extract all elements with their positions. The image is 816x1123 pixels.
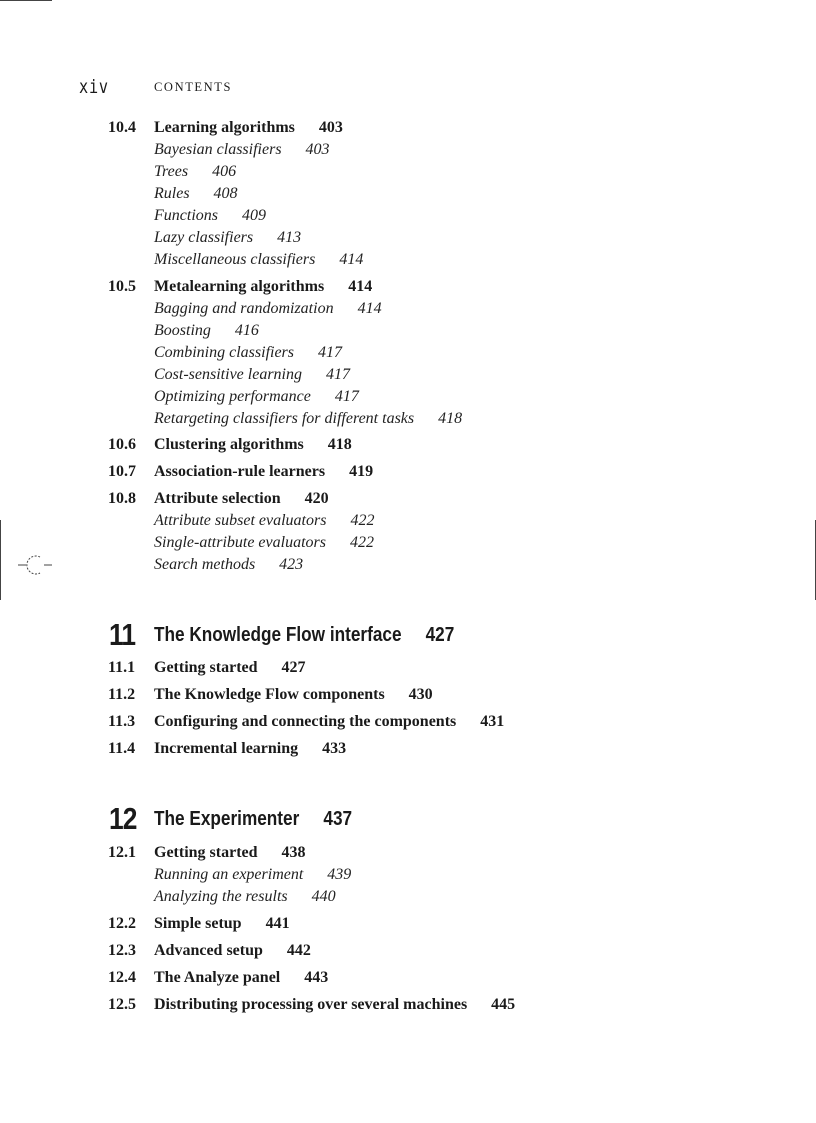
section-number: 11.2 [108, 686, 136, 703]
subsection-title: Lazy classifiers [154, 229, 254, 246]
subsection-page-number: 416 [234, 322, 259, 339]
subsection-entry [154, 322, 259, 340]
subsection-entry [154, 366, 350, 384]
section-entry [154, 278, 372, 296]
subsection-page-number: 414 [339, 251, 364, 268]
section-title: Advanced setup [154, 942, 263, 959]
section-page-number: 418 [327, 436, 352, 453]
subsection-entry [154, 556, 303, 574]
section-number: 12.5 [108, 996, 136, 1013]
section-page-number: 433 [322, 740, 347, 757]
section-page-number: 427 [281, 659, 306, 676]
section-title: Clustering algorithms [154, 436, 304, 453]
subsection-page-number: 422 [350, 512, 375, 529]
subsection-entry [154, 207, 266, 225]
section-title: Getting started [154, 659, 258, 676]
section-number: 11.3 [108, 713, 136, 730]
chapter-title-text: The Knowledge Flow interface [154, 624, 402, 646]
subsection-entry [154, 229, 301, 247]
section-number: 10.6 [108, 436, 136, 453]
section-entry [154, 969, 328, 987]
subsection-title: Running an experiment [154, 866, 304, 883]
section-entry [154, 436, 352, 454]
subsection-page-number: 408 [213, 185, 238, 202]
subsection-page-number: 423 [279, 556, 304, 573]
section-page-number: 441 [265, 915, 290, 932]
section-title: The Analyze panel [154, 969, 281, 986]
section-title: Distributing processing over several machines [154, 996, 468, 1013]
section-page-number: 430 [408, 686, 433, 703]
section-page-number: 442 [286, 942, 311, 959]
subsection-title: Bagging and randomization [154, 300, 334, 317]
subsection-entry [154, 251, 363, 269]
subsection-title: Bayesian classifiers [154, 141, 282, 158]
subsection-title: Optimizing performance [154, 388, 311, 405]
subsection-page-number: 439 [327, 866, 352, 883]
chapter-number: 12 [109, 801, 137, 836]
chapter-number: 11 [109, 617, 136, 652]
section-title: The Knowledge Flow components [154, 686, 385, 703]
chapter-title [154, 808, 352, 831]
subsection-page-number: 414 [357, 300, 382, 317]
section-number: 12.4 [108, 969, 136, 986]
subsection-page-number: 417 [334, 388, 359, 405]
subsection-entry [154, 866, 351, 884]
section-entry [154, 740, 346, 758]
subsection-entry [154, 512, 374, 530]
subsection-title: Miscellaneous classifiers [154, 251, 316, 268]
subsection-title: Boosting [154, 322, 211, 339]
page-number: xiv [79, 76, 109, 98]
subsection-title: Search methods [154, 556, 256, 573]
chapter-page-number: 427 [425, 624, 455, 646]
subsection-title: Retargeting classifiers for different tasks [154, 410, 415, 427]
subsection-entry [154, 300, 382, 318]
subsection-page-number: 417 [318, 344, 343, 361]
subsection-page-number: 403 [305, 141, 330, 158]
subsection-page-number: 417 [325, 366, 350, 383]
section-title: Incremental learning [154, 740, 299, 757]
subsection-title: Rules [154, 185, 190, 202]
section-page-number: 414 [348, 278, 373, 295]
subsection-entry [154, 185, 238, 203]
section-page-number: 445 [491, 996, 516, 1013]
subsection-title: Cost-sensitive learning [154, 366, 302, 383]
section-entry [154, 119, 343, 137]
section-number: 11.4 [108, 740, 136, 757]
section-page-number: 438 [281, 844, 306, 861]
section-entry [154, 996, 515, 1014]
subsection-page-number: 440 [311, 888, 336, 905]
subsection-title: Trees [154, 163, 189, 180]
section-number: 12.1 [108, 844, 136, 861]
chapter-title-text: The Experimenter [154, 808, 300, 830]
section-title: Metalearning algorithms [154, 278, 325, 295]
subsection-entry [154, 141, 330, 159]
section-number: 12.3 [108, 942, 136, 959]
subsection-entry [154, 163, 236, 181]
section-title: Attribute selection [154, 490, 281, 507]
section-page-number: 420 [304, 490, 329, 507]
subsection-entry [154, 344, 342, 362]
section-number: 10.4 [108, 119, 136, 136]
chapter-title [154, 624, 454, 647]
subsection-page-number: 422 [349, 534, 374, 551]
subsection-title: Attribute subset evaluators [154, 512, 327, 529]
section-number: 11.1 [108, 659, 136, 676]
section-title: Simple setup [154, 915, 242, 932]
section-number: 10.5 [108, 278, 136, 295]
subsection-entry [154, 534, 374, 552]
subsection-title: Single-attribute evaluators [154, 534, 326, 551]
section-page-number: 419 [349, 463, 374, 480]
section-entry [154, 490, 329, 508]
section-title: Learning algorithms [154, 119, 295, 136]
running-head-title: CONTENTS [154, 80, 233, 94]
subsection-title: Combining classifiers [154, 344, 295, 361]
section-entry [154, 915, 290, 933]
section-page-number: 443 [304, 969, 329, 986]
section-entry [154, 942, 311, 960]
section-page-number: 403 [318, 119, 343, 136]
subsection-entry [154, 888, 336, 906]
section-entry [154, 713, 504, 731]
section-number: 10.8 [108, 490, 136, 507]
section-entry [154, 686, 433, 704]
section-entry [154, 844, 306, 862]
section-title: Association-rule learners [154, 463, 326, 480]
subsection-page-number: 418 [438, 410, 463, 427]
section-title: Configuring and connecting the components [154, 713, 457, 730]
section-number: 12.2 [108, 915, 136, 932]
subsection-page-number: 413 [277, 229, 302, 246]
chapter-page-number: 437 [323, 808, 353, 830]
section-number: 10.7 [108, 463, 136, 480]
section-entry [154, 463, 373, 481]
subsection-page-number: 406 [212, 163, 237, 180]
subsection-page-number: 409 [242, 207, 266, 224]
section-entry [154, 659, 306, 677]
section-page-number: 431 [480, 713, 505, 730]
subsection-title: Analyzing the results [154, 888, 288, 905]
subsection-title: Functions [154, 207, 218, 224]
subsection-entry [154, 388, 359, 406]
subsection-entry [154, 410, 462, 428]
section-title: Getting started [154, 844, 258, 861]
